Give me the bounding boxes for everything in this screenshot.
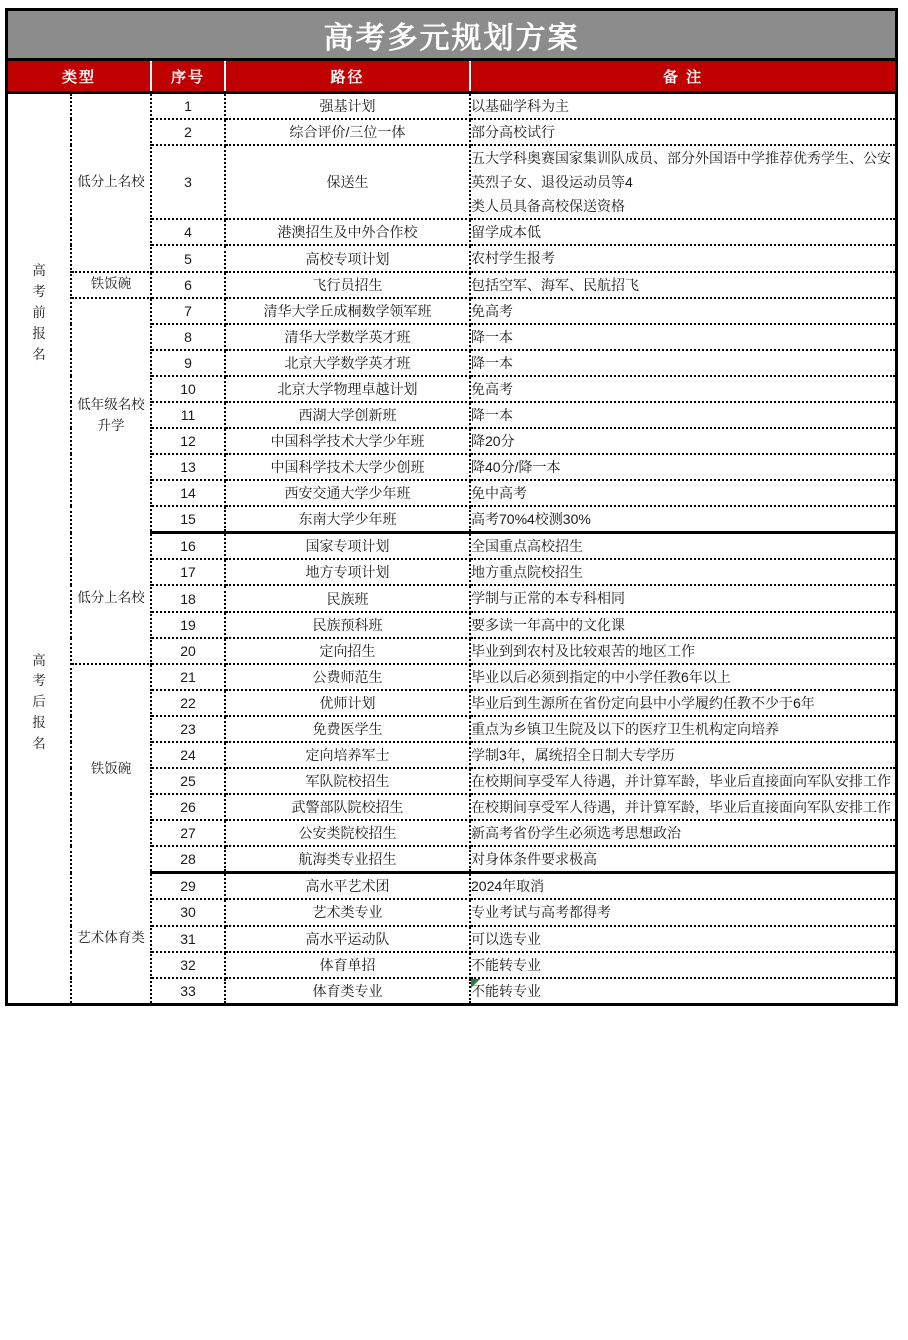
plan-table <box>8 11 895 1003</box>
table-row <box>8 272 895 298</box>
note-cell: 免高考 <box>470 298 895 324</box>
row-index-cell: 31 <box>151 926 225 952</box>
row-index-cell: 6 <box>151 272 225 298</box>
path-cell: 北京大学数学英才班 <box>225 350 470 376</box>
path-cell: 北京大学物理卓越计划 <box>225 376 470 402</box>
path-cell: 强基计划 <box>225 93 470 120</box>
row-index-cell: 10 <box>151 376 225 402</box>
path-cell: 军队院校招生 <box>225 768 470 794</box>
note-cell: 降40分/降一本 <box>470 454 895 480</box>
note-cell: 毕业以后必须到指定的中小学任教6年以上 <box>470 664 895 690</box>
note-cell: 对身体条件要求极高 <box>470 846 895 873</box>
row-index-cell: 11 <box>151 402 225 428</box>
subcategory-cell: 铁饭碗 <box>71 664 151 873</box>
category-label: 高考前报名 <box>32 263 46 362</box>
note-cell: 全国重点高校招生 <box>470 533 895 560</box>
note-cell: 2024年取消 <box>470 873 895 900</box>
note-cell: 部分高校试行 <box>470 119 895 145</box>
note-cell: 地方重点院校招生 <box>470 559 895 585</box>
category-cell <box>8 93 71 533</box>
note-cell: 专业考试与高考都得考 <box>470 899 895 925</box>
column-header-note[interactable]: 备 注 <box>470 60 895 93</box>
category-cell <box>8 533 71 873</box>
category-cell <box>8 873 71 1003</box>
note-cell: 免高考 <box>470 376 895 402</box>
category-label: 高考后报名 <box>32 652 46 752</box>
note-cell: 不能转专业 <box>470 978 895 1003</box>
path-cell: 飞行员招生 <box>225 272 470 298</box>
row-index-cell: 28 <box>151 846 225 873</box>
path-cell: 艺术类专业 <box>225 899 470 925</box>
note-cell: 免中高考 <box>470 480 895 506</box>
path-cell: 中国科学技术大学少年班 <box>225 428 470 454</box>
row-index-cell: 5 <box>151 245 225 271</box>
note-cell: 降一本 <box>470 324 895 350</box>
table-row <box>8 298 895 324</box>
path-cell: 保送生 <box>225 145 470 219</box>
path-cell: 高水平运动队 <box>225 926 470 952</box>
row-index-cell: 25 <box>151 768 225 794</box>
note-cell: 高考70%4校测30% <box>470 506 895 533</box>
subcategory-cell: 低分上名校 <box>71 93 151 272</box>
path-cell: 定向培养军士 <box>225 742 470 768</box>
row-index-cell: 32 <box>151 952 225 978</box>
table-row <box>8 93 895 120</box>
note-cell: 降20分 <box>470 428 895 454</box>
note-cell: 五大学科奥赛国家集训队成员、部分外国语中学推荐优秀学生、公安英烈子女、退役运动员等4 类人员具备高校保送资格 <box>470 145 895 219</box>
row-index-cell: 18 <box>151 585 225 611</box>
note-cell: 在校期间享受军人待遇，并计算军龄，毕业后直接面向军队安排工作 <box>470 768 895 794</box>
note-cell: 新高考省份学生必须选考思想政治 <box>470 820 895 846</box>
row-index-cell: 4 <box>151 219 225 245</box>
subcategory-cell: 低年级名校升学 <box>71 298 151 533</box>
path-cell: 民族班 <box>225 585 470 611</box>
path-cell: 港澳招生及中外合作校 <box>225 219 470 245</box>
path-cell: 清华大学数学英才班 <box>225 324 470 350</box>
row-index-cell: 7 <box>151 298 225 324</box>
note-cell: 降一本 <box>470 350 895 376</box>
path-cell: 东南大学少年班 <box>225 506 470 533</box>
note-cell: 重点为乡镇卫生院及以下的医疗卫生机构定向培养 <box>470 716 895 742</box>
path-cell: 中国科学技术大学少创班 <box>225 454 470 480</box>
row-index-cell: 33 <box>151 978 225 1003</box>
note-cell: 学制3年，属统招全日制大专学历 <box>470 742 895 768</box>
note-cell: 包括空军、海军、民航招飞 <box>470 272 895 298</box>
row-index-cell: 22 <box>151 690 225 716</box>
row-index-cell: 3 <box>151 145 225 219</box>
row-index-cell: 20 <box>151 638 225 664</box>
path-cell: 西安交通大学少年班 <box>225 480 470 506</box>
subcategory-cell: 艺术体育类 <box>71 873 151 1003</box>
path-cell: 西湖大学创新班 <box>225 402 470 428</box>
table-row <box>8 873 895 900</box>
path-cell: 武警部队院校招生 <box>225 794 470 820</box>
path-cell: 地方专项计划 <box>225 559 470 585</box>
path-cell: 体育单招 <box>225 952 470 978</box>
path-cell: 定向招生 <box>225 638 470 664</box>
row-index-cell: 19 <box>151 612 225 638</box>
column-header-path[interactable]: 路径 <box>225 60 470 93</box>
column-header-index[interactable]: 序号 <box>151 60 225 93</box>
note-cell: 农村学生报考 <box>470 245 895 271</box>
table-row <box>8 533 895 560</box>
row-index-cell: 24 <box>151 742 225 768</box>
note-cell: 毕业到到农村及比较艰苦的地区工作 <box>470 638 895 664</box>
note-cell: 毕业后到生源所在省份定向县中小学履约任教不少于6年 <box>470 690 895 716</box>
column-header-type[interactable]: 类型 <box>8 60 151 93</box>
note-cell: 以基础学科为主 <box>470 93 895 120</box>
path-cell: 高水平艺术团 <box>225 873 470 900</box>
path-cell: 优师计划 <box>225 690 470 716</box>
row-index-cell: 14 <box>151 480 225 506</box>
row-index-cell: 30 <box>151 899 225 925</box>
row-index-cell: 21 <box>151 664 225 690</box>
path-cell: 综合评价/三位一体 <box>225 119 470 145</box>
path-cell: 公安类院校招生 <box>225 820 470 846</box>
note-cell: 降一本 <box>470 402 895 428</box>
note-cell: 要多读一年高中的文化课 <box>470 612 895 638</box>
table-row <box>8 664 895 690</box>
path-cell: 航海类专业招生 <box>225 846 470 873</box>
row-index-cell: 17 <box>151 559 225 585</box>
path-cell: 公费师范生 <box>225 664 470 690</box>
row-index-cell: 26 <box>151 794 225 820</box>
page-title: 高考多元规划方案 <box>8 11 895 60</box>
comment-flag-icon <box>471 979 480 988</box>
row-index-cell: 8 <box>151 324 225 350</box>
note-cell: 可以选专业 <box>470 926 895 952</box>
plan-table-container <box>5 8 898 1006</box>
path-cell: 清华大学丘成桐数学领军班 <box>225 298 470 324</box>
note-cell: 不能转专业 <box>470 952 895 978</box>
note-cell: 留学成本低 <box>470 219 895 245</box>
path-cell: 国家专项计划 <box>225 533 470 560</box>
row-index-cell: 13 <box>151 454 225 480</box>
note-cell: 在校期间享受军人待遇，并计算军龄，毕业后直接面向军队安排工作 <box>470 794 895 820</box>
subcategory-cell: 铁饭碗 <box>71 272 151 298</box>
path-cell: 民族预科班 <box>225 612 470 638</box>
row-index-cell: 23 <box>151 716 225 742</box>
row-index-cell: 15 <box>151 506 225 533</box>
note-cell: 学制与正常的本专科相同 <box>470 585 895 611</box>
row-index-cell: 27 <box>151 820 225 846</box>
row-index-cell: 2 <box>151 119 225 145</box>
path-cell: 体育类专业 <box>225 978 470 1003</box>
title-row <box>8 11 895 60</box>
row-index-cell: 16 <box>151 533 225 560</box>
row-index-cell: 29 <box>151 873 225 900</box>
path-cell: 高校专项计划 <box>225 245 470 271</box>
row-index-cell: 12 <box>151 428 225 454</box>
row-index-cell: 1 <box>151 93 225 120</box>
row-index-cell: 9 <box>151 350 225 376</box>
subcategory-cell: 低分上名校 <box>71 533 151 664</box>
header-row <box>8 60 895 93</box>
path-cell: 免费医学生 <box>225 716 470 742</box>
